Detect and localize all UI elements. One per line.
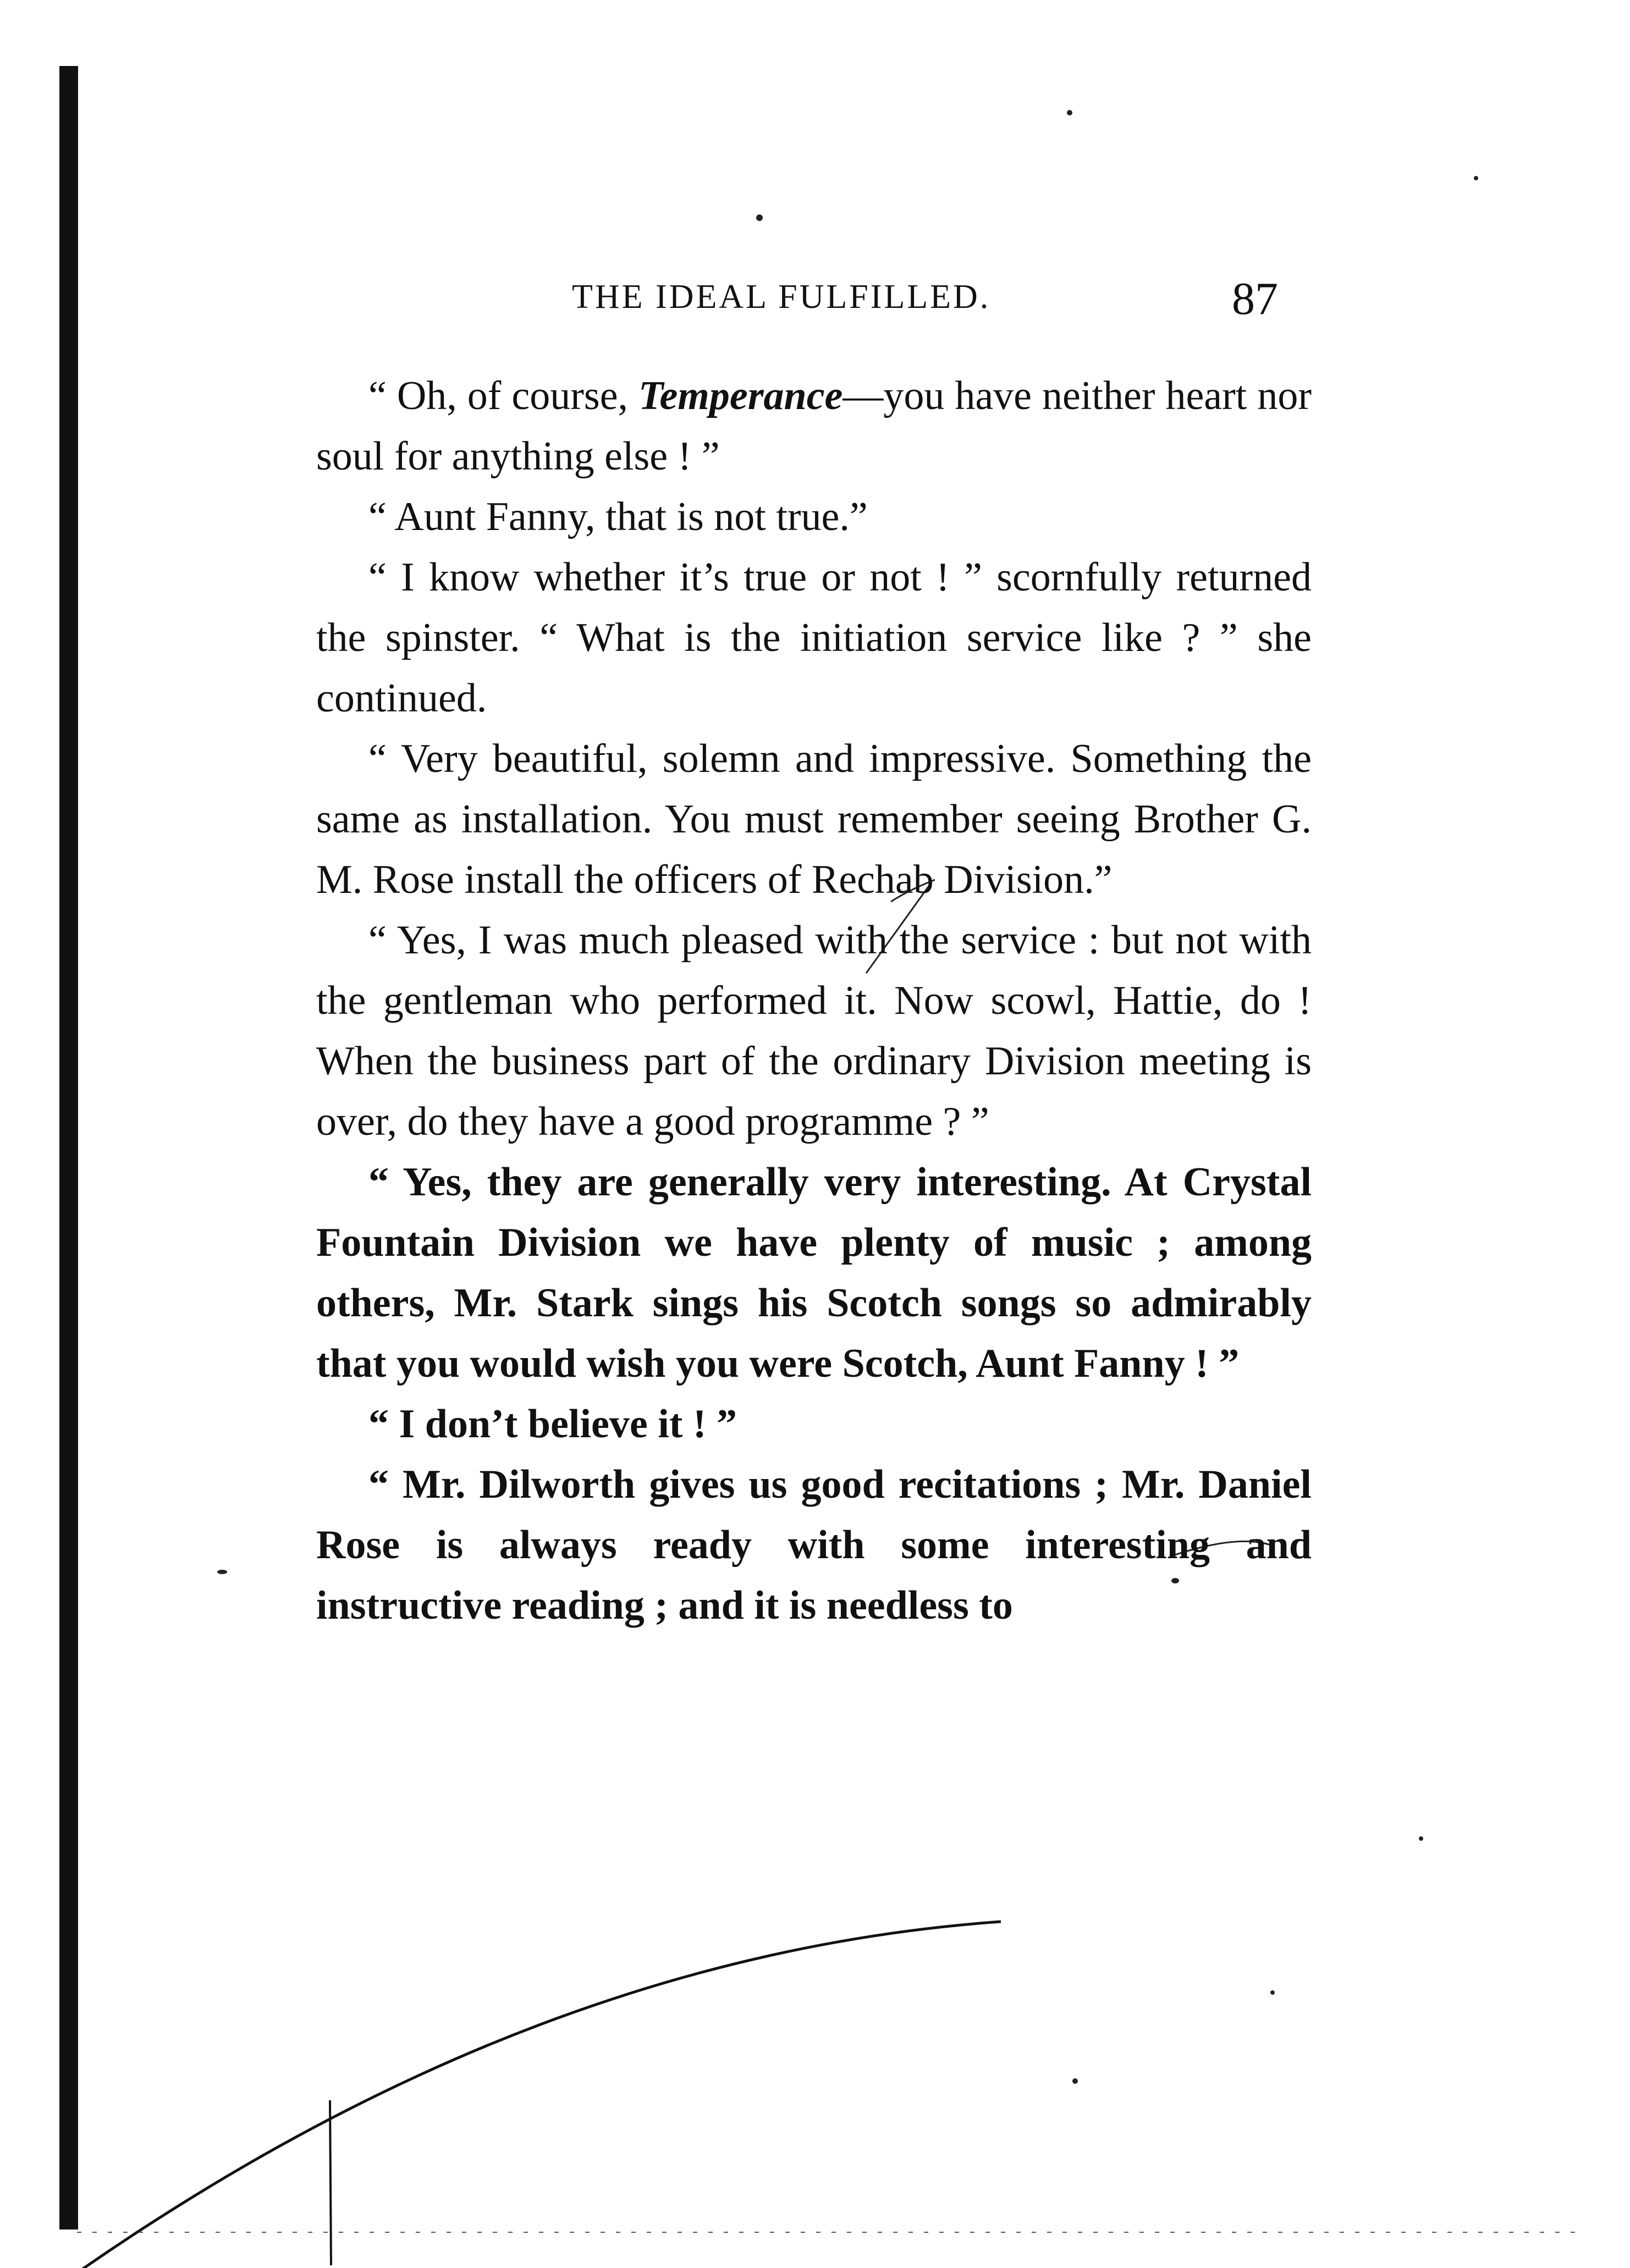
paragraph-text: —you have neither heart nor soul for anything else ! ”: [316, 373, 1312, 479]
scan-speck: [1270, 1990, 1275, 1995]
paragraph-text: “ Oh, of course,: [368, 373, 639, 418]
paragraph-text: “ I don’t believe it ! ”: [368, 1401, 737, 1447]
paragraph-text: “ Very beautiful, solemn and impressive. Something the same as installation. You must remember seeing Brother G. M. Rose install the officers of Rechab Division.”: [316, 736, 1312, 902]
scan-speck: [1072, 2078, 1078, 2084]
paragraph: [316, 366, 1312, 487]
running-head-title: THE IDEAL FULFILLED.: [572, 278, 991, 316]
paragraph-text: “ Yes, they are generally very interesting. At Crystal Fountain Division we have plenty of music ; among others, Mr. Stark sings his Scotch songs so admirably that you would wish you were Scotch, Aunt Fanny ! ”: [316, 1160, 1312, 1386]
scan-speck: [1067, 110, 1072, 115]
paragraph-text: “ I know whether it’s true or not ! ” scornfully returned the spinster. “ What is the initiation service like ? ” she continued.: [316, 555, 1312, 721]
paragraph-text: “ Aunt Fanny, that is not true.”: [368, 494, 868, 539]
emphasized-word: Temperance: [638, 373, 843, 418]
scan-speck: [1474, 176, 1478, 180]
stray-pencil-mark-vertical: [330, 2100, 331, 2265]
page-number: 87: [1232, 273, 1278, 324]
paragraph: [316, 487, 1312, 547]
scan-speck: [1419, 1836, 1423, 1841]
scan-speck: [756, 214, 763, 221]
scan-speck: [217, 1570, 227, 1574]
paragraph: [316, 729, 1312, 910]
paragraph: [316, 1454, 1312, 1636]
paragraph: [316, 1394, 1312, 1454]
paragraph-text: “ Yes, I was much pleased with the service : but not with the gentleman who performed it. Now scowl, Hattie, do ! When the business part of the ordinary Division meeting is over, do they have a good programme ? ”: [316, 918, 1312, 1144]
paragraph-text: “ Mr. Dilworth gives us good recitations ; Mr. Daniel Rose is always ready with some interesting and instructive reading ; and it is needless to: [316, 1462, 1312, 1628]
paragraph: [316, 547, 1312, 729]
paragraph: [316, 1152, 1312, 1394]
body-text: [316, 366, 1312, 1636]
paragraph: [316, 910, 1312, 1152]
stray-pencil-curve: [0, 1922, 1001, 2268]
